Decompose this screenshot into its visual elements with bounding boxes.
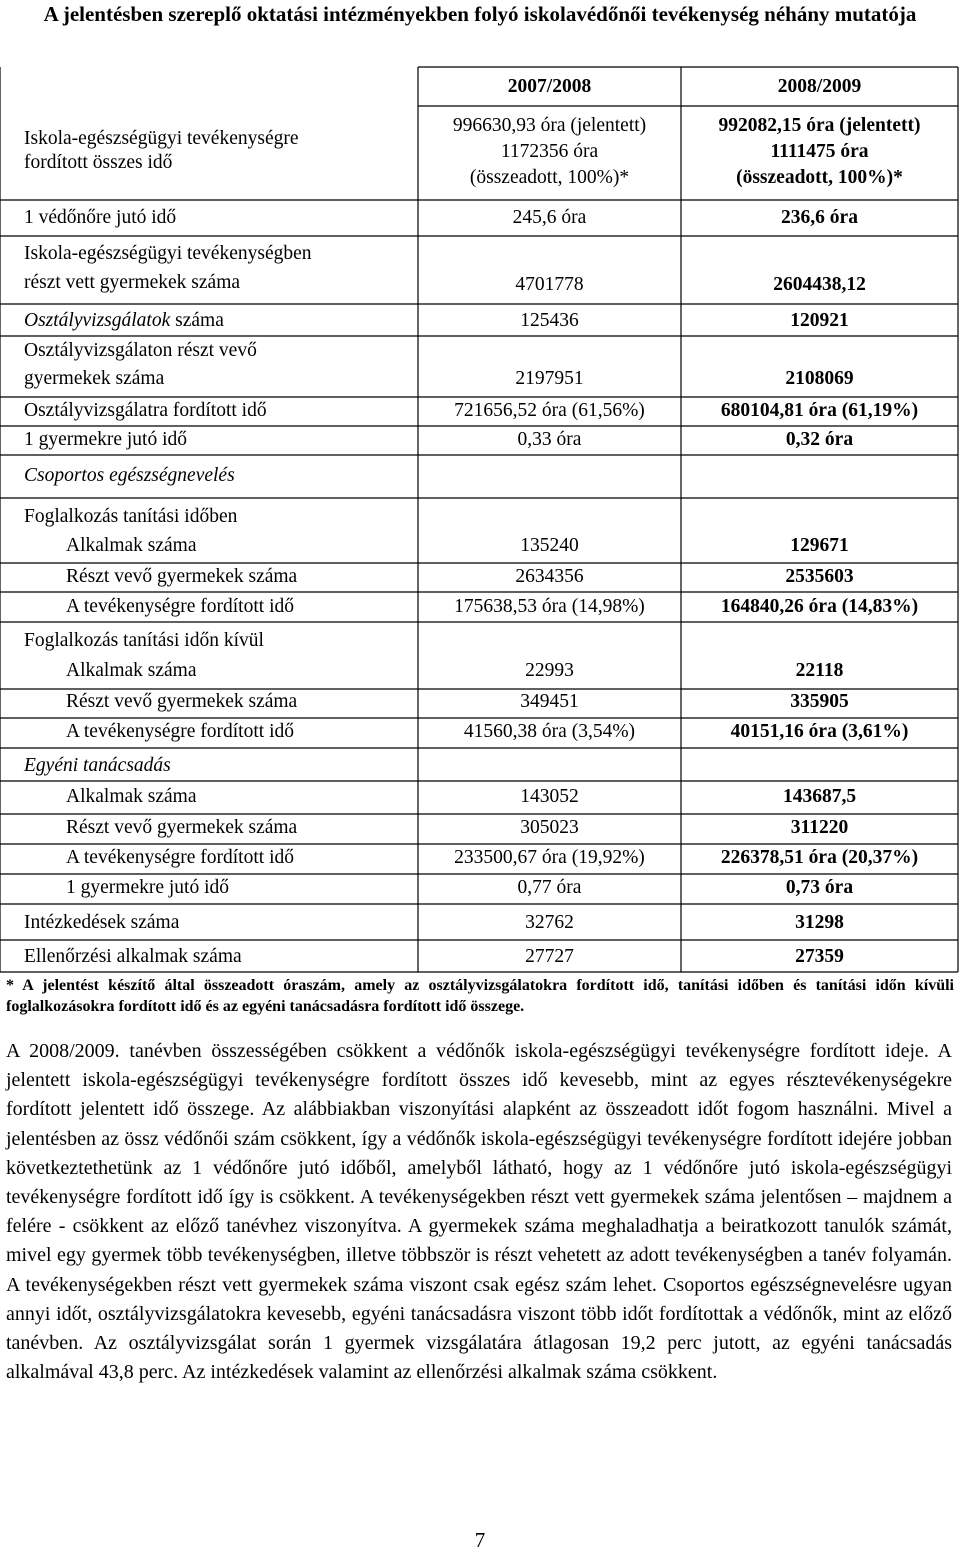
participants-2-2007: 349451 (520, 691, 579, 712)
exam-children-2008: 2108069 (785, 368, 854, 389)
row-label-class-exams (24, 310, 224, 332)
exam-time-2008: 680104,81 óra (61,19%) (720, 400, 919, 421)
subsection-outside-school-time: Foglalkozás tanítási időn kívül (24, 630, 264, 651)
row-label-activity-time-3: A tevékenységre fordított idő (66, 847, 294, 868)
children-2008: 2604438,12 (773, 274, 866, 295)
per-child-2007: 0,33 óra (517, 429, 582, 450)
occasions-3-2008: 143687,5 (782, 786, 857, 807)
children-2007: 4701778 (515, 274, 584, 295)
participants-1-2007: 2634356 (515, 566, 584, 587)
participants-2-2008: 335905 (790, 691, 849, 712)
exam-time-2007: 721656,52 óra (61,56%) (454, 400, 645, 421)
row-label-per-nurse: 1 védőnőre jutó idő (24, 207, 177, 228)
row-label-participants-3: Részt vevő gyermekek száma (66, 817, 298, 838)
occasions-2-2008: 22118 (795, 660, 844, 681)
row-label-children-line1: Iskola-egészségügyi tevékenységben (24, 243, 312, 264)
subsection-in-school-time: Foglalkozás tanítási időben (24, 506, 238, 527)
activity-time-3-2007: 233500,67 óra (19,92%) (454, 847, 645, 868)
participants-3-2008: 311220 (790, 817, 849, 838)
per-child-3-2007: 0,77 óra (517, 877, 582, 898)
row-label-participants-1: Részt vevő gyermekek száma (66, 566, 298, 587)
per-child-3-2008: 0,73 óra (785, 877, 854, 898)
page-number: 7 (474, 1528, 486, 1552)
row-label-occasions-1: Alkalmak száma (66, 535, 197, 556)
row-label-activity-time-2: A tevékenységre fordított idő (66, 721, 294, 742)
participants-3-2007: 305023 (520, 817, 579, 838)
per-child-2008: 0,32 óra (785, 429, 854, 450)
document-title: A jelentésben szereplő oktatási intézményekben folyó iskolavédőnői tevékenység néhány mutatója (43, 2, 917, 26)
class-exams-rest: száma (170, 310, 224, 331)
occasions-3-2007: 143052 (520, 786, 579, 807)
col-header-2007-2008: 2007/2008 (507, 76, 592, 97)
occasions-2-2007: 22993 (525, 660, 574, 681)
row-label-inspections: Ellenőrzési alkalmak száma (24, 946, 242, 967)
per-nurse-2008: 236,6 óra (781, 207, 858, 228)
row-label-children-line2: részt vett gyermekek száma (24, 272, 241, 293)
row-label-occasions-3: Alkalmak száma (66, 786, 197, 807)
per-nurse-2007: 245,6 óra (512, 207, 587, 228)
activity-time-2-2008: 40151,16 óra (3,61%) (730, 721, 909, 742)
row-label-exam-time: Osztályvizsgálatra fordított idő (24, 400, 267, 421)
measures-2007: 32762 (525, 912, 574, 933)
activity-time-1-2008: 164840,26 óra (14,83%) (720, 596, 919, 617)
participants-1-2008: 2535603 (785, 566, 854, 587)
row-label-total-time-line2: fordított összes idő (24, 152, 173, 173)
row-label-per-child-3: 1 gyermekre jutó idő (66, 877, 229, 898)
row-label-occasions-2: Alkalmak száma (66, 660, 197, 681)
section-group-education: Csoportos egészségnevelés (24, 465, 235, 486)
row-label-exam-children-line1: Osztályvizsgálaton részt vevő (24, 340, 257, 361)
inspections-2007: 27727 (525, 946, 574, 967)
row-label-measures: Intézkedések száma (24, 912, 180, 933)
row-label-activity-time-1: A tevékenységre fordított idő (66, 596, 294, 617)
class-exams-2008: 120921 (790, 310, 849, 331)
body-paragraph: A 2008/2009. tanévben összességében csökkent a védőnők iskola-egészségügyi tevékenységre fordított ideje. A jelentett iskola-egészségügyi tevékenységre fordított összes idő kevesebb, mint az egyes résztevékenységekre fordított jelentett idő összege. Az alábbiakban viszonyítási alapként az összeadott időt fogom használni. Mivel a jelentésben az össz védőnői szám csökkent, így a védőnők iskola-egészségügyi tevékenységre fordított idejére jobban következtethetünk az 1 védőnőre jutó időből, amelyből látható, hogy az 1 védőnőre jutó iskola-egészségügyi tevékenységre fordított idő így is csökkent. A tevékenységekben részt vett gyermekek száma jelentősen – majdnem a felére - csökkent az előző tanévhez viszonyítva. A gyermekek száma meghaladhatja a beiratkozott tanulók számát, mivel egy gyermek több tevékenységben, illetve többször is részt vehetett az adott tevékenységben a tanév folyamán. A tevékenységekben részt vett gyermekek száma viszont csak egész szám lehet. Csoportos egészségnevelésre ugyan annyi időt, osztályvizsgálatokra kevesebb, egyéni tanácsadásra viszont több időt fordítottak a védőnők, mint az előző tanévben. Az osztályvizsgálat során 1 gyermek vizsgálatára átlagosan 19,2 perc jutott, az egyéni tanácsadás alkalmával 43,8 perc. Az intézkedések valamint az ellenőrzési alkalmak száma csökkent. (6, 1040, 952, 1384)
total-time-2008-line2: 1111475 óra (770, 141, 869, 162)
row-label-per-child: 1 gyermekre jutó idő (24, 429, 187, 450)
inspections-2008: 27359 (795, 946, 844, 967)
class-exams-2007: 125436 (520, 310, 579, 331)
exam-children-2007: 2197951 (515, 368, 584, 389)
col-header-2008-2009: 2008/2009 (777, 76, 862, 97)
class-exams-italic: Osztályvizsgálatok (24, 310, 171, 331)
table-footnote: * A jelentést készítő által összeadott óraszám, amely az osztályvizsgálatokra fordított idő, tanítási időben és tanítási időn kívüli foglalkozásokra fordított idő és az egyéni tanácsadásra fordított idő összege. (6, 977, 954, 1015)
activity-time-2-2007: 41560,38 óra (3,54%) (463, 721, 636, 742)
total-time-2007-line1: 996630,93 óra (jelentett) (452, 115, 647, 136)
section-individual-counseling: Egyéni tanácsadás (24, 755, 171, 776)
occasions-1-2007: 135240 (520, 535, 579, 556)
total-time-2008-line1: 992082,15 óra (jelentett) (718, 115, 921, 136)
row-label-exam-children-line2: gyermekek száma (24, 368, 165, 389)
activity-time-1-2007: 175638,53 óra (14,98%) (454, 596, 645, 617)
measures-2008: 31298 (795, 912, 844, 933)
total-time-2007-line3: (összeadott, 100%)* (469, 167, 630, 188)
row-label-participants-2: Részt vevő gyermekek száma (66, 691, 298, 712)
occasions-1-2008: 129671 (790, 535, 849, 556)
total-time-2008-line3: (összeadott, 100%)* (736, 167, 903, 188)
activity-time-3-2008: 226378,51 óra (20,37%) (720, 847, 919, 868)
row-label-total-time-line1: Iskola-egészségügyi tevékenységre (24, 128, 299, 149)
total-time-2007-line2: 1172356 óra (500, 141, 599, 162)
